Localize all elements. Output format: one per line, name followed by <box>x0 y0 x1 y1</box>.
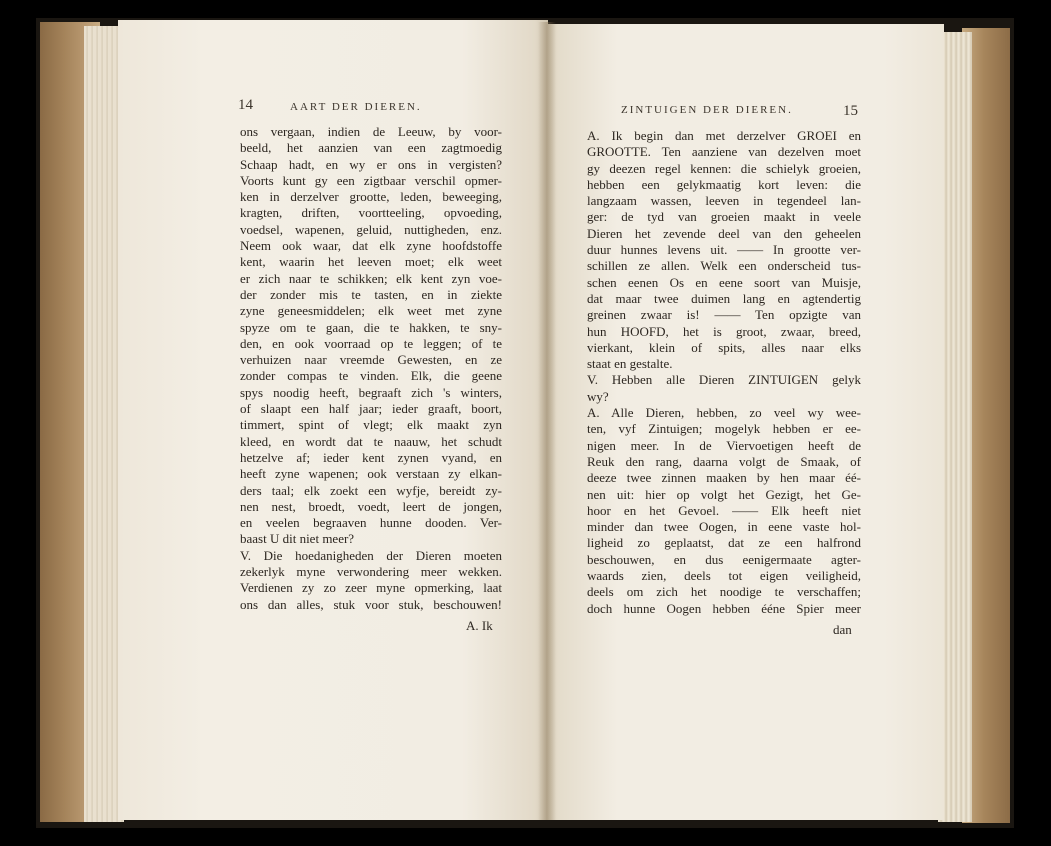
text-line: schen eenen Os en eene soort van Muisje, <box>587 274 861 290</box>
text-line: ligheid zo geplaatst, dat ze een halfrond <box>587 535 861 551</box>
text-line: en veelen begraaven hunne dooden. Ver- <box>240 515 502 531</box>
text-line: greinen zwaar is! —— Ten opzigte van <box>587 307 861 323</box>
text-line: of slaapt een half jaar; ieder graaft, boort, <box>240 401 502 417</box>
text-line: deeze twee zinnen maaken by hen maar éé- <box>587 470 861 486</box>
text-line: V. Hebben alle Dieren ZINTUIGEN gelyk <box>587 372 861 388</box>
text-line: voedsel, wapenen, geluid, nuttigheden, enz. <box>240 221 502 237</box>
text-line: Verdienen zy zo zeer myne opmerking, laat <box>240 580 502 596</box>
text-line: der zonder mis te tasten, en in ziekte <box>240 286 502 302</box>
text-line: zonder compas te vinden. Elk, die geene <box>240 368 502 384</box>
text-line: heeft zyne wapenen; ook verstaan zy elkan- <box>240 466 502 482</box>
text-line: hoor en het Gevoel. —— Elk heeft niet <box>587 502 861 518</box>
left-page-body <box>240 124 502 613</box>
text-line: Dieren het zevende deel van den geheelen <box>587 225 861 241</box>
text-line: timmert, spint of vlegt; elk maakt zyn <box>240 417 502 433</box>
text-line: gy deezen regel kennen: die schielyk groeien, <box>587 160 861 176</box>
text-line: dat maar twee duimen lang en agtendertig <box>587 290 861 306</box>
text-line: beschouwen, en dus eenigermaate agter- <box>587 551 861 567</box>
text-line: ons dan alles, stuk voor stuk, beschouwen! <box>240 596 502 612</box>
text-line: ons vergaan, indien de Leeuw, by voor- <box>240 124 502 139</box>
text-line: ger: de tyd van groeien maakt in veele <box>587 209 861 225</box>
text-line: nen uit: hier op volgt het Gezigt, het Ge- <box>587 486 861 502</box>
text-line: hetzelve af; ieder kent zynen vyand, en <box>240 449 502 465</box>
text-line: schillen ze allen. Welk een onderscheid tus- <box>587 258 861 274</box>
text-line: V. Die hoedanigheden der Dieren moeten <box>240 547 502 563</box>
text-line: hebben een gelykmaatig kort leven: die <box>587 176 861 192</box>
text-line: hun HOOFD, het is groot, zwaar, breed, <box>587 323 861 339</box>
right-catchword: dan <box>833 622 852 637</box>
text-line: waards zien, deels tot eigen veiligheid, <box>587 568 861 584</box>
right-page-body <box>587 128 861 617</box>
right-running-head: ZINTUIGEN DER DIEREN. <box>621 104 793 116</box>
text-line: baast U dit niet meer? <box>240 531 355 547</box>
text-line: langzaam wassen, leeven in tegendeel lan- <box>587 193 861 209</box>
text-line: er zich naar te schikken; elk kent zyn voe- <box>240 270 502 286</box>
left-running-head: AART DER DIEREN. <box>290 101 422 113</box>
text-line: doch hunne Oogen hebben ééne Spier meer <box>587 600 861 616</box>
text-line: wy? <box>587 388 609 404</box>
text-line: GROOTTE. Ten aanziene van dezelven moet <box>587 144 861 160</box>
text-line: A. Ik begin dan met derzelver GROEI en <box>587 128 861 143</box>
left-catchword: A. Ik <box>466 618 493 633</box>
text-line: ken in derzelver grootte, leden, beweeging, <box>240 189 502 205</box>
text-line: minder dan twee Oogen, in eene vaste hol- <box>587 519 861 535</box>
text-line: deels om zich het noodige te verschaffen; <box>587 584 861 600</box>
text-line: zyne geneesmiddelen; elk weet met zyne <box>240 303 502 319</box>
right-page-number: 15 <box>843 103 858 119</box>
text-line: kragten, driften, voortteeling, opvoeding, <box>240 205 502 221</box>
text-line: A. Alle Dieren, hebben, zo veel wy wee- <box>587 405 861 421</box>
text-line: vierkant, klein of spits, alles naar elks <box>587 339 861 355</box>
text-line: nigen meer. In de Viervoetigen heeft de <box>587 437 861 453</box>
text-line: beeld, het aanzien van een zagtmoedig <box>240 140 502 156</box>
text-line: Neem ook waar, dat elk zyne hoofdstoffe <box>240 238 502 254</box>
text-line: Reuk den rang, daarna volgt de Smaak, of <box>587 453 861 469</box>
text-line: ders taal; elk zoekt een wyfje, bereidt zy- <box>240 482 502 498</box>
left-page-number: 14 <box>238 97 253 113</box>
text-line: verhuizen naar vreemde Gewesten, en ze <box>240 352 502 368</box>
text-line: spys noodig heeft, begraaft zich 's winters, <box>240 384 502 400</box>
text-line: kleed, en wordt dat te naauw, het schudt <box>240 433 502 449</box>
text-line: duur hunnes levens uit. —— In grootte ver- <box>587 242 861 258</box>
text-line: Schaap hadt, en wy er ons in vergisten? <box>240 156 502 172</box>
book-gutter <box>538 22 556 820</box>
text-line: zekerlyk myne verwondering meer wekken. <box>240 564 502 580</box>
text-line: nen nest, broedt, voedt, leert de jongen, <box>240 498 502 514</box>
text-line: Voorts kunt gy een zigtbaar verschil opmer- <box>240 172 502 188</box>
text-line: kent, waarin het leeven moet; elk weet <box>240 254 502 270</box>
text-line: ten, vyf Zintuigen; mogelyk hebben er ee- <box>587 421 861 437</box>
text-line: staat en gestalte. <box>587 356 673 372</box>
text-line: den, en ook voorraad op te leggen; of te <box>240 335 502 351</box>
text-line: spyze om te gaan, die te hakken, te sny- <box>240 319 502 335</box>
